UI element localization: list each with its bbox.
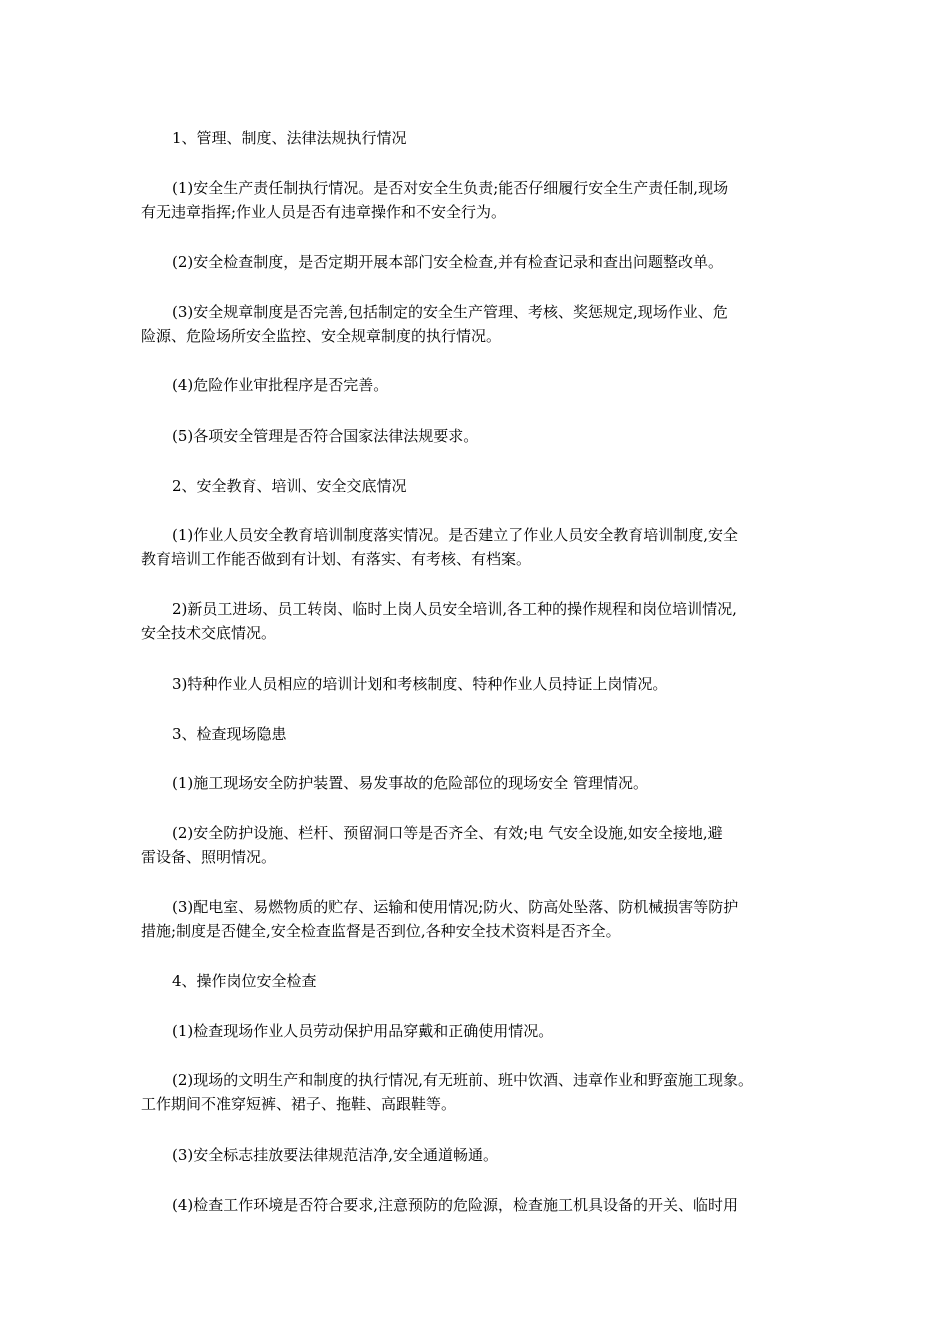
text-line: (3)安全规章制度是否完善,包括制定的安全生产管理、考核、奖惩规定,现场作业、危: [172, 303, 728, 321]
text-line: (3)配电室、易燃物质的贮存、运输和使用情况;防火、防高处坠落、防机械损害等防护: [172, 898, 739, 916]
text-line: (2)安全防护设施、栏杆、预留洞口等是否齐全、有效;电 气安全设施,如安全接地,避: [172, 824, 723, 842]
paragraph-4-2: [141, 1068, 813, 1116]
text-line: 有无违章指挥;作业人员是否有违章操作和不安全行为。: [141, 203, 507, 221]
paragraph-1-1: [141, 176, 813, 224]
paragraph-4-3: [141, 1143, 813, 1167]
section-heading-3: [141, 722, 813, 746]
section-heading-1: [141, 126, 813, 150]
text-line: 教育培训工作能否做到有计划、有落实、有考核、有档案。: [141, 550, 532, 568]
text-line: 2)新员工进场、员工转岗、临时上岗人员安全培训,各工种的操作规程和岗位培训情况,: [172, 600, 737, 618]
text-line: 3、检查现场隐患: [172, 725, 287, 743]
text-line: (5)各项安全管理是否符合国家法律法规要求。: [172, 427, 479, 445]
text-line: 安全技术交底情况。: [141, 624, 277, 642]
text-line: (1)作业人员安全教育培训制度落实情况。是否建立了作业人员安全教育培训制度,安全: [172, 526, 739, 544]
section-heading-4: [141, 969, 813, 993]
paragraph-3-1: [141, 771, 813, 795]
text-line: (3)安全标志挂放要法律规范洁净,安全通道畅通。: [172, 1146, 499, 1164]
text-line: (1)安全生产责任制执行情况。是否对安全生负责;能否仔细履行安全生产责任制,现场: [172, 179, 729, 197]
text-line: 2、安全教育、培训、安全交底情况: [172, 477, 407, 495]
text-line: (2)安全检查制度，是否定期开展本部门安全检查,并有检查记录和查出问题整改单。: [172, 253, 724, 271]
paragraph-2-3: [141, 672, 813, 696]
text-line: (1)施工现场安全防护装置、易发事故的危险部位的现场安全 管理情况。: [172, 774, 649, 792]
paragraph-1-2: [141, 250, 813, 274]
text-line: 1、管理、制度、法律法规执行情况: [172, 129, 407, 147]
paragraph-2-2: [141, 597, 813, 645]
text-line: (2)现场的文明生产和制度的执行情况,有无班前、班中饮酒、违章作业和野蛮施工现象。: [172, 1071, 754, 1089]
text-line: (1)检查现场作业人员劳动保护用品穿戴和正确使用情况。: [172, 1022, 554, 1040]
text-line: 雷设备、照明情况。: [141, 848, 277, 866]
paragraph-4-4: [141, 1193, 813, 1217]
paragraph-1-4: [141, 373, 813, 397]
paragraph-3-2: [141, 821, 813, 869]
paragraph-1-3: [141, 300, 813, 348]
paragraph-1-5: [141, 424, 813, 448]
text-line: 措施;制度是否健全,安全检查监督是否到位,各种安全技术资料是否齐全。: [141, 922, 621, 940]
text-line: 险源、危险场所安全监控、安全规章制度的执行情况。: [141, 327, 502, 345]
text-line: (4)检查工作环境是否符合要求,注意预防的危险源，检查施工机具设备的开关、临时用: [172, 1196, 739, 1214]
paragraph-3-3: [141, 895, 813, 943]
text-line: 4、操作岗位安全检查: [172, 972, 317, 990]
section-heading-2: [141, 474, 813, 498]
paragraph-2-1: [141, 523, 813, 571]
text-line: (4)危险作业审批程序是否完善。: [172, 376, 389, 394]
text-line: 3)特种作业人员相应的培训计划和考核制度、特种作业人员持证上岗情况。: [172, 675, 668, 693]
text-line: 工作期间不准穿短裤、裙子、拖鞋、高跟鞋等。: [141, 1095, 457, 1113]
paragraph-4-1: [141, 1019, 813, 1043]
